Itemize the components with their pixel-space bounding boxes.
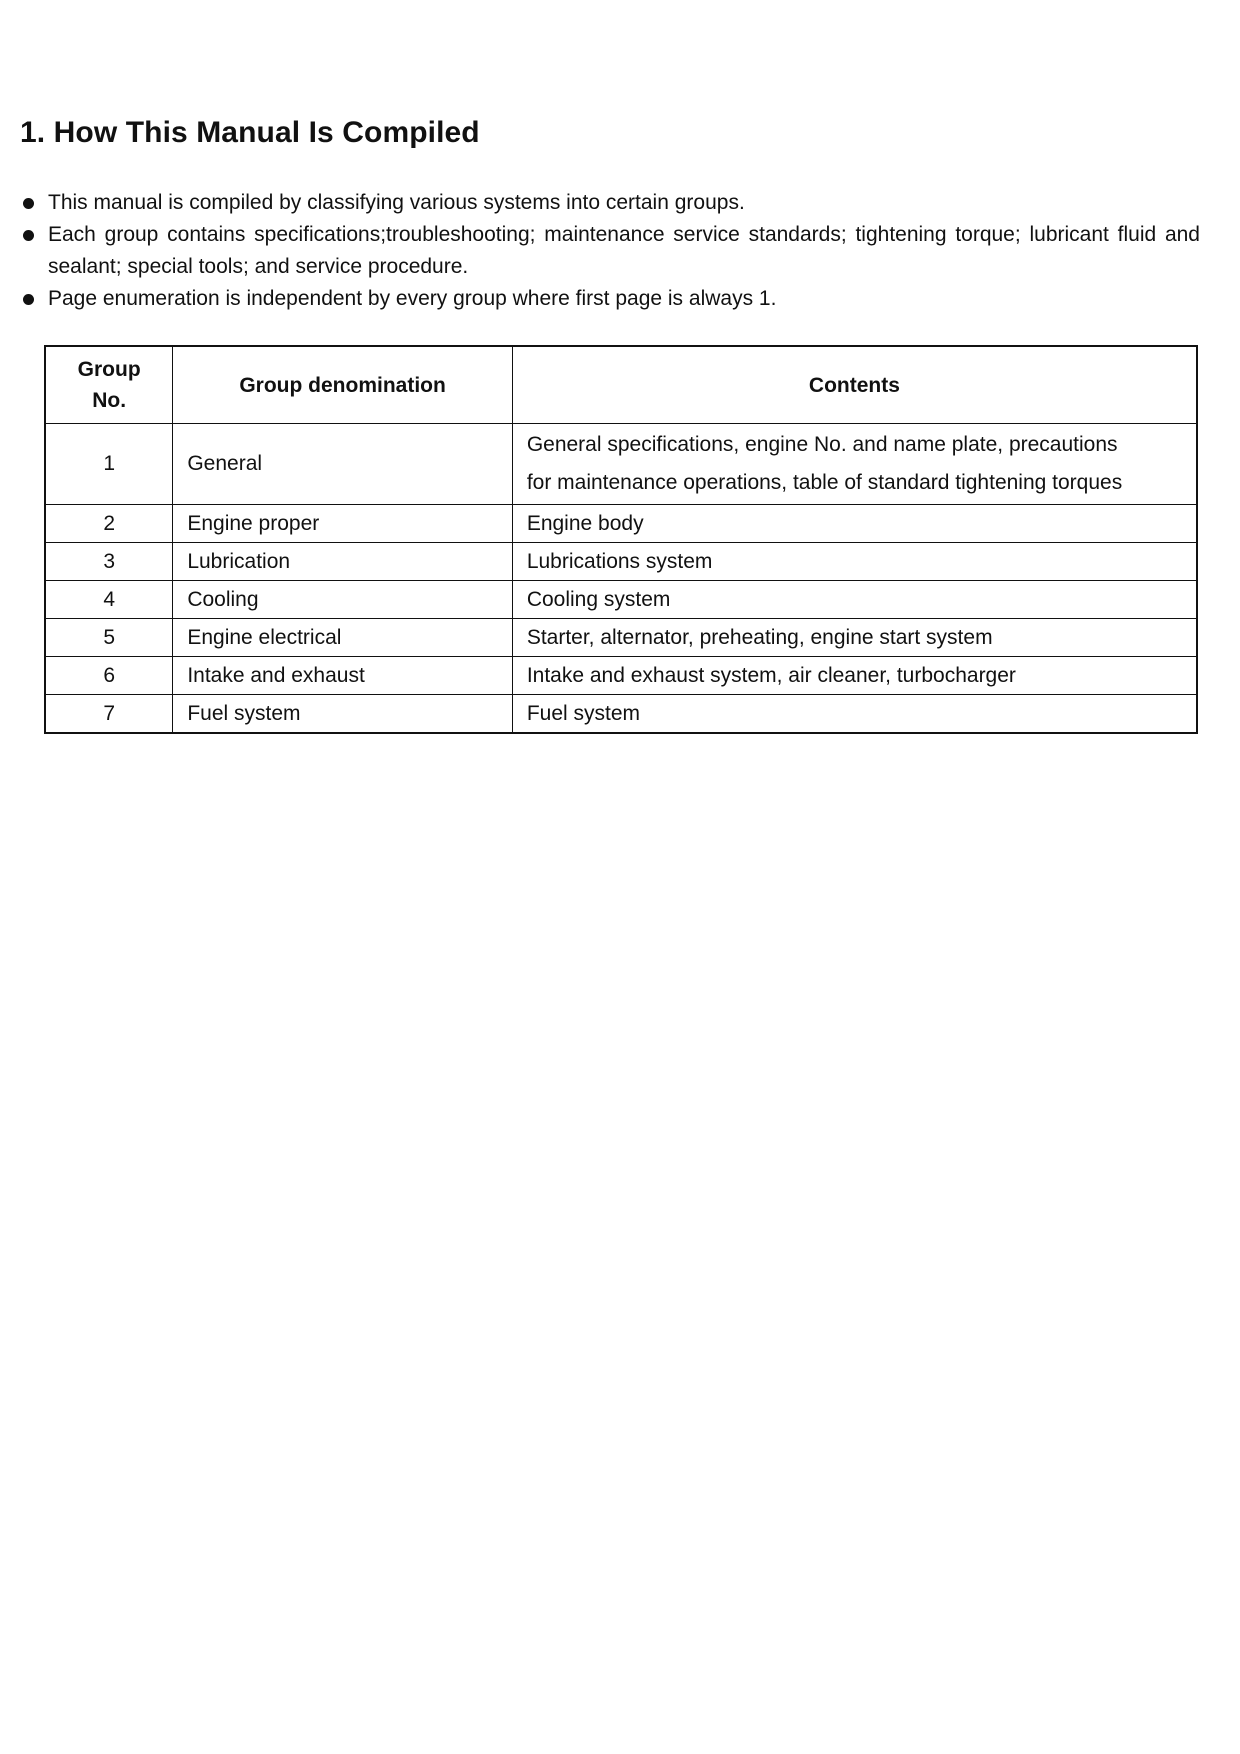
- cell-denomination: Engine electrical: [173, 619, 512, 657]
- cell-denomination: Fuel system: [173, 695, 512, 734]
- table-row: [45, 424, 1197, 505]
- group-table-container: [44, 345, 1198, 734]
- cell-denomination: Lubrication: [173, 543, 512, 581]
- bullet-text: This manual is compiled by classifying various systems into certain groups.: [48, 191, 745, 214]
- cell-denomination: Cooling: [173, 581, 512, 619]
- page-title: 1. How This Manual Is Compiled: [20, 116, 480, 149]
- cell-denomination: General: [173, 424, 512, 505]
- cell-group-no: 3: [45, 543, 173, 581]
- bullet-dot-icon: [23, 230, 34, 241]
- cell-contents: [512, 424, 1197, 505]
- bullet-dot-icon: [23, 198, 34, 209]
- table-row: [45, 657, 1197, 695]
- bullet-list: [20, 187, 1200, 315]
- cell-contents: Starter, alternator, preheating, engine start system: [512, 619, 1197, 657]
- cell-contents-line2: for maintenance operations, table of standard tightening torques: [526, 471, 1123, 494]
- cell-contents: Lubrications system: [512, 543, 1197, 581]
- table-row: [45, 619, 1197, 657]
- header-denomination: Group denomination: [173, 346, 512, 424]
- cell-denomination: Engine proper: [173, 505, 512, 543]
- bullet-text: Each group contains specifications;troubleshooting; maintenance service standards; tightening torque; lubricant fluid and sealant; special tools; and service procedure.: [48, 223, 1200, 278]
- cell-group-no: 7: [45, 695, 173, 734]
- bullet-item: [20, 219, 1200, 283]
- cell-contents-line1: General specifications, engine No. and name plate, precautions: [526, 433, 1118, 456]
- cell-group-no: 4: [45, 581, 173, 619]
- cell-contents: Engine body: [512, 505, 1197, 543]
- bullet-item: [20, 283, 1200, 315]
- cell-denomination: Intake and exhaust: [173, 657, 512, 695]
- header-contents: Contents: [512, 346, 1197, 424]
- cell-contents: Cooling system: [512, 581, 1197, 619]
- cell-group-no: 2: [45, 505, 173, 543]
- cell-group-no: 5: [45, 619, 173, 657]
- cell-contents: Fuel system: [512, 695, 1197, 734]
- cell-group-no: 1: [45, 424, 173, 505]
- table-header-row: [45, 346, 1197, 424]
- table-row: [45, 695, 1197, 734]
- cell-group-no: 6: [45, 657, 173, 695]
- header-group-no-line2: No.: [92, 389, 127, 412]
- table-row: [45, 505, 1197, 543]
- cell-contents: Intake and exhaust system, air cleaner, turbocharger: [512, 657, 1197, 695]
- header-group-no: [45, 346, 173, 424]
- bullet-text: Page enumeration is independent by every group where first page is always 1.: [48, 287, 777, 310]
- table-row: [45, 581, 1197, 619]
- bullet-dot-icon: [23, 294, 34, 305]
- bullet-item: [20, 187, 1200, 219]
- table-row: [45, 543, 1197, 581]
- header-group-no-line1: Group: [77, 358, 141, 381]
- group-table: [44, 345, 1198, 734]
